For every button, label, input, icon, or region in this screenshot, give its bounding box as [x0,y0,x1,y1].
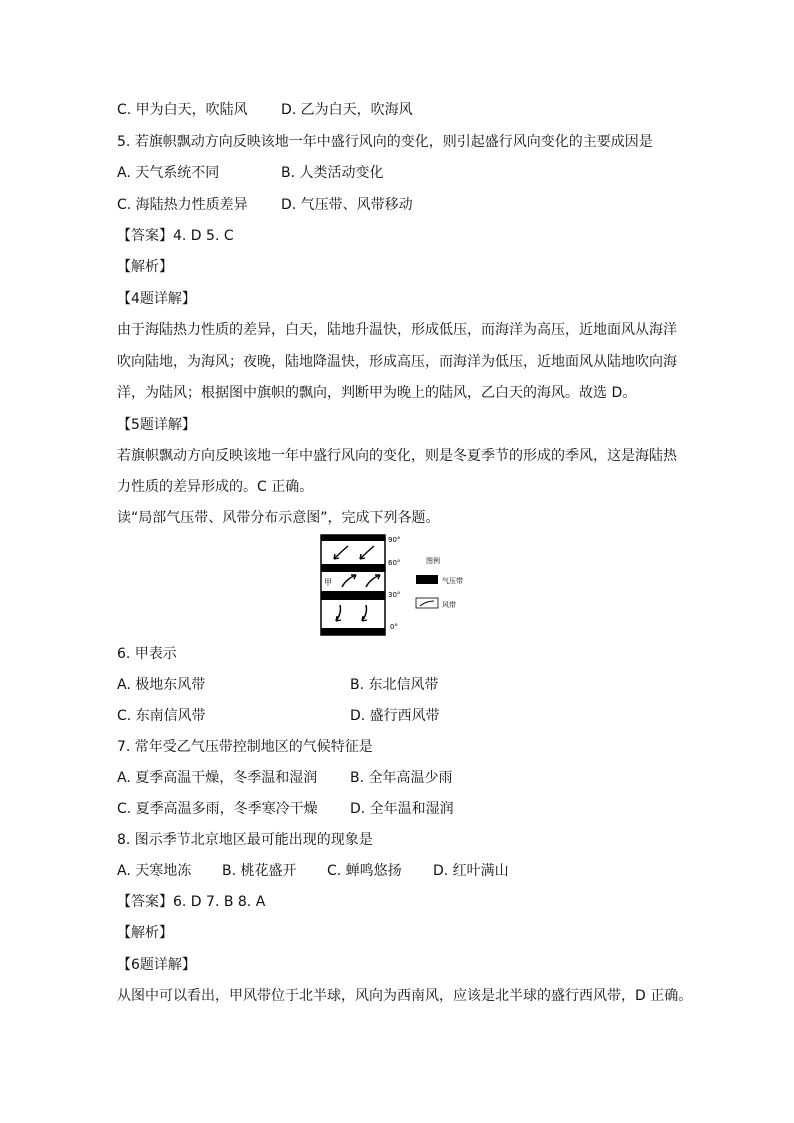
detail-5-line-2: 力性质的差异形成的。C 正确。 [117,479,314,495]
q5-option-a: A. 天气系统不同 [117,165,220,181]
detail-6-heading: 【6题详解】 [117,957,196,973]
q5-option-c: C. 海陆热力性质差异 [117,197,248,213]
q4-option-d: D. 乙为白天，吹海风 [281,102,413,118]
pressure-wind-belt-diagram [318,533,488,639]
question-5: 5. 若旗帜飘动方向反映该地一年中盛行风向的变化，则引起盛行风向变化的主要成因是 [117,134,653,150]
q5-option-b: B. 人类活动变化 [281,165,384,181]
answer-6-8: 【答案】6. D 7. B 8. A [117,894,266,910]
legend-wind-label: 风带 [442,601,456,609]
detail-4-heading: 【4题详解】 [117,291,196,307]
detail-4-line-1: 由于海陆热力性质的差异，白天，陆地升温快，形成低压，而海洋为高压，近地面风从海洋 [117,322,677,338]
lat-90-label: 90° [388,536,401,544]
detail-4-line-3: 洋，为陆风；根据图中旗帜的飘向，判断甲为晚上的陆风，乙白天的海风。故选 D。 [117,385,637,401]
q7-option-b: B. 全年高温少雨 [350,770,453,786]
lat-60-label: 60° [388,559,401,567]
q5-option-d: D. 气压带、风带移动 [281,197,413,213]
q6-option-a: A. 极地东风带 [117,677,206,693]
q7-option-c: C. 夏季高温多雨，冬季寒冷干燥 [117,801,318,817]
reading-prompt: 读“局部气压带、风带分布示意图”，完成下列各题。 [117,510,440,526]
detail-4-line-2: 吹向陆地，为海风；夜晚，陆地降温快，形成高压，而海洋为低压，近地面风从陆地吹向海 [117,354,677,370]
q6-option-d: D. 盛行西风带 [350,708,440,724]
analysis-heading-1: 【解析】 [117,259,173,275]
q8-option-a: A. 天寒地冻 [117,863,192,879]
label-jia: 甲 [324,578,332,587]
q6-option-b: B. 东北信风带 [350,677,439,693]
q4-option-c: C. 甲为白天，吹陆风 [117,102,248,118]
answer-4-5: 【答案】4. D 5. C [117,228,234,244]
q7-option-d: D. 全年温和湿润 [350,801,454,817]
pressure-belt-0 [321,628,385,635]
detail-5-heading: 【5题详解】 [117,417,196,433]
pressure-belt-30 [321,591,385,600]
q7-option-a: A. 夏季高温干燥，冬季温和湿润 [117,770,318,786]
lat-30-label: 30° [388,591,401,599]
lat-0-label: 0° [390,623,398,631]
legend-title: 图例 [426,557,440,565]
q6-option-c: C. 东南信风带 [117,708,206,724]
question-8: 8. 图示季节北京地区最可能出现的现象是 [117,832,373,848]
legend-pressure-swatch [416,575,438,584]
detail-6-line-1: 从图中可以看出，甲风带位于北半球，风向为西南风，应该是北半球的盛行西风带，D 正确。 [117,988,693,1004]
q8-option-d: D. 红叶满山 [433,863,509,879]
question-6: 6. 甲表示 [117,646,177,662]
pressure-belt-90 [321,535,385,541]
q8-option-c: C. 蝉鸣悠扬 [327,863,402,879]
legend-wind-swatch [416,598,438,608]
q8-option-b: B. 桃花盛开 [222,863,297,879]
question-7: 7. 常年受乙气压带控制地区的气候特征是 [117,739,373,755]
pressure-belt-60 [321,564,385,572]
legend-pressure-label: 气压带 [442,577,463,585]
analysis-heading-2: 【解析】 [117,925,173,941]
detail-5-line-1: 若旗帜飘动方向反映该地一年中盛行风向的变化，则是冬夏季节的形成的季风，这是海陆热 [117,448,677,464]
